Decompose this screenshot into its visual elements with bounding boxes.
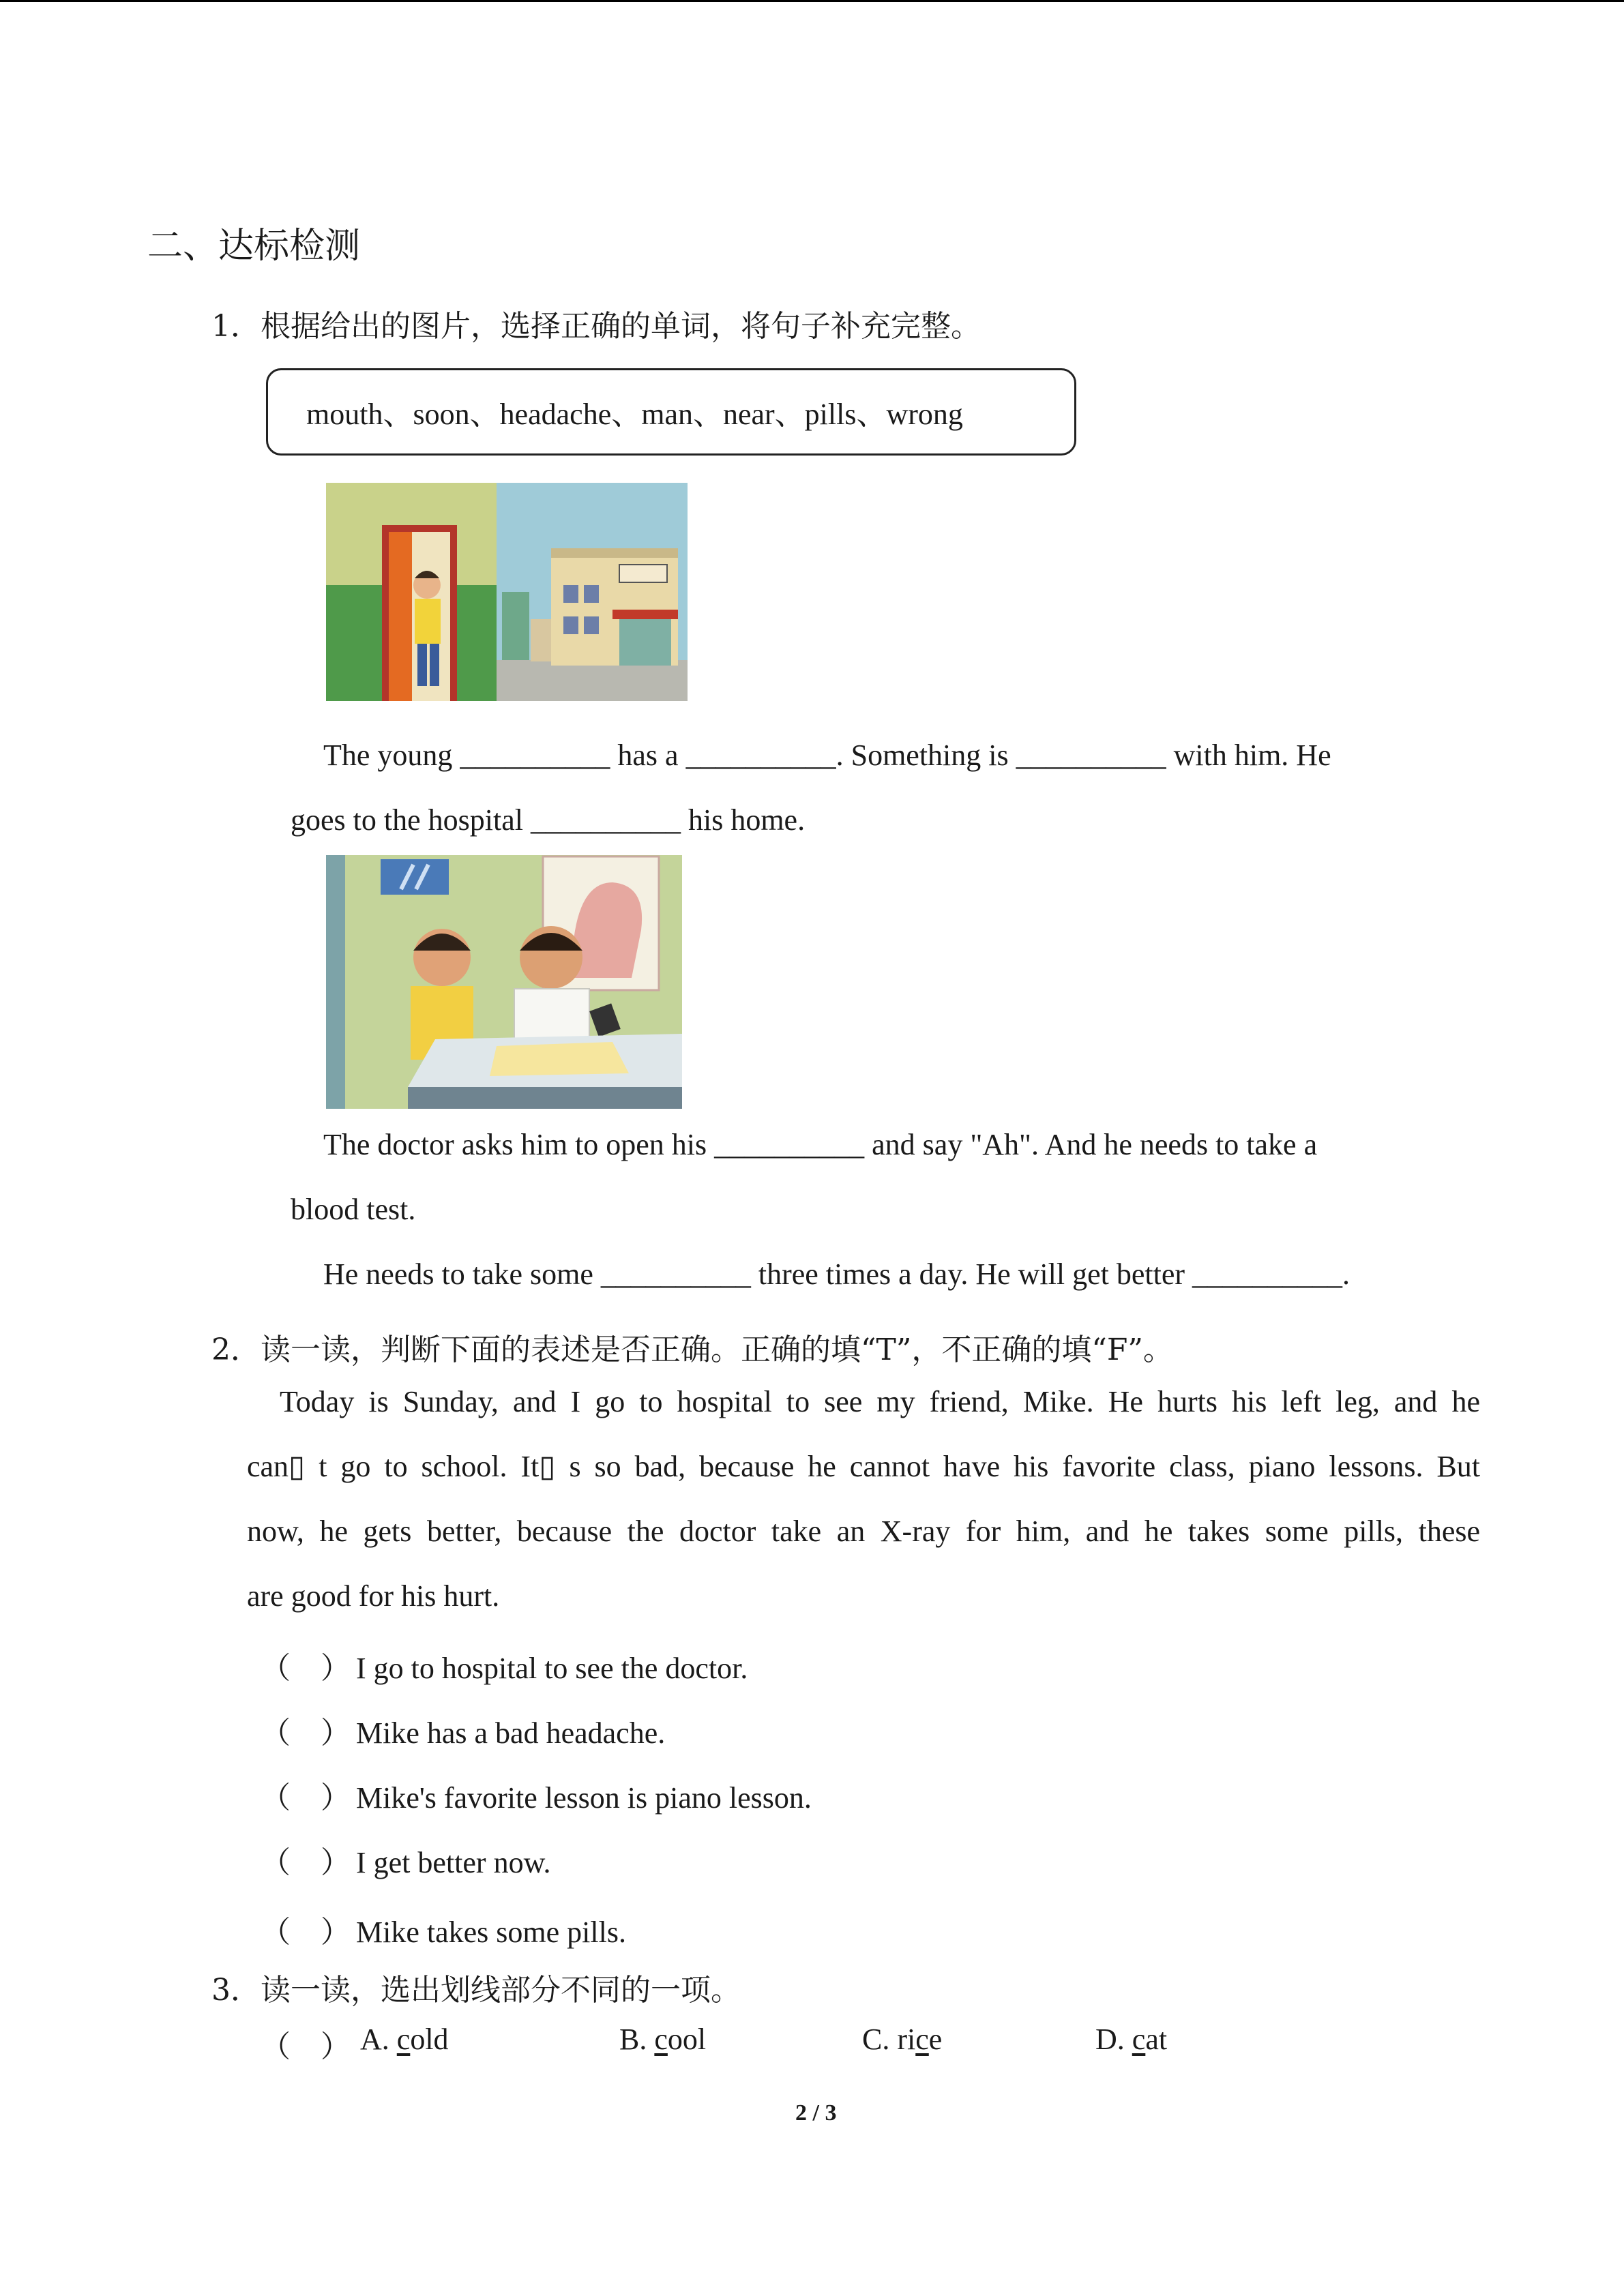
q3-option-c[interactable]: C. rice bbox=[862, 2023, 943, 2056]
answer-parentheses[interactable]: （ ） bbox=[261, 2030, 351, 2063]
answer-blank[interactable]: __________ bbox=[714, 1128, 865, 1161]
q2-statement-1: （ ） I go to hospital to see the doctor. bbox=[261, 1643, 748, 1687]
q2-passage-line-2: can▯ t go to school. It▯ s so bad, because he cannot have his favorite class, piano lessons. But bbox=[247, 1450, 1480, 1483]
question-3-title: 3．读一读，选出划线部分不同的一项。 bbox=[211, 1973, 741, 2008]
q2-statement-2: （ ） Mike has a bad headache. bbox=[261, 1708, 665, 1752]
picture-doctor-exam bbox=[326, 855, 682, 1109]
picture-man-leaving-home bbox=[326, 483, 688, 701]
q2-statement-4: （ ） I get better now. bbox=[261, 1838, 550, 1881]
q2-passage-line-1: Today is Sunday, and I go to hospital to see my friend, Mike. He hurts his left leg, and he bbox=[280, 1385, 1480, 1418]
q1-sentence-1: The young __________ has a __________. Something is __________ with him. He bbox=[323, 739, 1331, 772]
q3-answer-row bbox=[261, 2022, 356, 2066]
answer-parentheses[interactable]: （ ） bbox=[261, 1915, 351, 1949]
answer-parentheses[interactable]: （ ） bbox=[261, 1716, 351, 1750]
q1-sentence-5: He needs to take some __________ three times a day. He will get better __________. bbox=[323, 1257, 1350, 1291]
section-title: 二、达标检测 bbox=[147, 226, 361, 267]
q2-statement-3: （ ） Mike's favorite lesson is piano lesson. bbox=[261, 1773, 812, 1817]
q3-option-d[interactable]: D. cat bbox=[1095, 2023, 1168, 2056]
top-border bbox=[0, 0, 1624, 2]
q3-option-b[interactable]: B. cool bbox=[619, 2023, 707, 2056]
page-number: 2 / 3 bbox=[795, 2100, 837, 2126]
answer-blank[interactable]: __________ bbox=[530, 803, 681, 837]
q2-passage-line-4: are good for his hurt. bbox=[247, 1579, 500, 1613]
word-bank-text: mouth、soon、headache、man、near、pills、wrong bbox=[306, 398, 963, 431]
word-bank-box bbox=[266, 368, 1076, 456]
answer-parentheses[interactable]: （ ） bbox=[261, 1846, 351, 1879]
q1-sentence-2: goes to the hospital __________ his home. bbox=[291, 803, 806, 837]
q2-passage-line-3: now, he gets better, because the doctor take an X-ray for him, and he takes some pills, these bbox=[247, 1515, 1480, 1548]
q1-sentence-3: The doctor asks him to open his __________ and say "Ah". And he needs to take a bbox=[323, 1128, 1318, 1161]
q1-sentence-4: blood test. bbox=[291, 1193, 416, 1226]
question-1-title: 1．根据给出的图片，选择正确的单词，将句子补充完整。 bbox=[211, 309, 981, 344]
answer-parentheses[interactable]: （ ） bbox=[261, 1781, 351, 1815]
answer-blank[interactable]: __________ bbox=[1016, 739, 1166, 772]
q2-statement-5: （ ） Mike takes some pills. bbox=[261, 1907, 626, 1951]
answer-blank[interactable]: __________ bbox=[600, 1257, 751, 1291]
q3-option-a[interactable]: A. cold bbox=[360, 2023, 449, 2056]
answer-blank[interactable]: __________ bbox=[460, 739, 610, 772]
answer-parentheses[interactable]: （ ） bbox=[261, 1652, 351, 1685]
answer-blank[interactable]: __________ bbox=[685, 739, 836, 772]
question-2-title: 2．读一读，判断下面的表述是否正确。正确的填“T”，不正确的填“F”。 bbox=[211, 1332, 1173, 1367]
answer-blank[interactable]: __________ bbox=[1192, 1257, 1343, 1291]
